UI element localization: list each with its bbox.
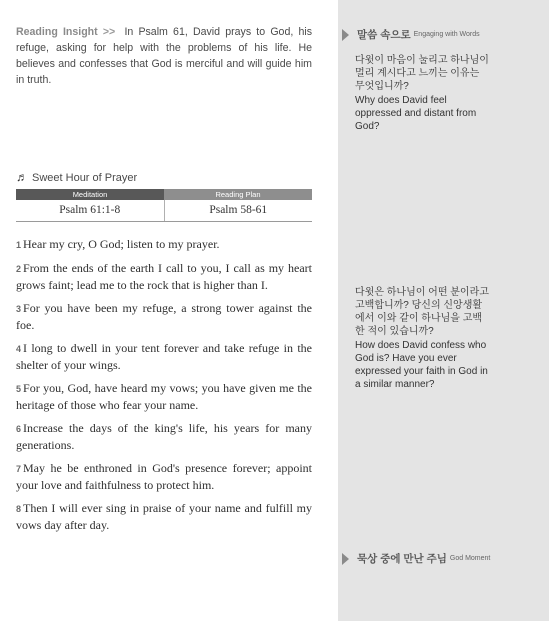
verse-number: 4 [16, 343, 22, 354]
music-note-icon: ♬ [16, 170, 28, 184]
god-moment-heading [342, 551, 490, 566]
question-2 [355, 286, 491, 391]
reading-plan-value: Psalm 58-61 [209, 204, 268, 216]
question-2-en: How does David confess who God is? Have you ever expressed your faith in God in a similar manner? [355, 340, 488, 390]
verse [16, 300, 312, 334]
scripture-passage [16, 236, 312, 540]
verse-number: 2 [16, 263, 22, 274]
hymn-title [16, 170, 137, 184]
reading-insight-text: In Psalm 61, David prays to God, his refuge, asking for help with the problems of his life. He believes and confesses that God is merciful and will guide him in truth. [16, 26, 312, 86]
verse [16, 236, 312, 254]
verse-text: For you, God, have heard my vows; you have given me the heritage of those who fear your name. [16, 380, 312, 412]
reading-plan-row [16, 200, 312, 222]
verse [16, 420, 312, 454]
verse-number: 7 [16, 463, 22, 474]
verse-number: 5 [16, 383, 22, 394]
god-moment-heading-ko: 묵상 중에 만난 주님 [357, 553, 447, 565]
question-1-en: Why does David feel oppressed and distant from God? [355, 95, 477, 132]
verse-number: 3 [16, 303, 22, 314]
reading-insight-label: Reading Insight [16, 26, 98, 38]
double-chevron-icon: >> [102, 26, 116, 38]
verse [16, 460, 312, 494]
verse-text: Increase the days of the king's life, his years for many generations. [16, 420, 312, 452]
engaging-with-words-heading [342, 27, 480, 42]
question-2-ko: 다윗은 하나님이 어떤 분이라고 고백합니까? 당신의 신앙생활에서 이와 같이 하나님을 고백한 적이 있습니까? [355, 287, 489, 337]
verse-text: Then I will ever sing in praise of your name and fulfill my vows day after day. [16, 500, 312, 532]
engaging-heading-en: Engaging with Words [413, 31, 480, 38]
verse-number: 8 [16, 503, 22, 514]
question-1 [355, 54, 491, 133]
god-moment-heading-en: God Moment [449, 555, 491, 562]
reading-plan-header-cell: Reading Plan [164, 189, 312, 200]
verse-text: Hear my cry, O God; listen to my prayer. [23, 237, 220, 251]
reading-plan-header [16, 189, 312, 200]
meditation-value: Psalm 61:1-8 [16, 200, 165, 221]
verse-text: For you have been my refuge, a strong tower against the foe. [16, 300, 312, 332]
verse [16, 380, 312, 414]
hymn-title-text: Sweet Hour of Prayer [32, 172, 138, 184]
engaging-heading-ko: 말씀 속으로 [357, 29, 411, 41]
triangle-right-icon [342, 29, 349, 41]
question-1-ko: 다윗이 마음이 눌리고 하나님이 멀리 계시다고 느끼는 이유는 무엇입니까? [355, 55, 489, 92]
verse-text: May he be enthroned in God's presence forever; appoint your love and faithfulness to protect him. [16, 460, 312, 492]
verse-number: 6 [16, 423, 22, 434]
verse [16, 260, 312, 294]
meditation-header: Meditation [16, 189, 164, 200]
verse [16, 500, 312, 534]
verse-text: From the ends of the earth I call to you, I call as my heart grows faint; lead me to the rock that is higher than I. [16, 260, 312, 292]
reading-plan-table [16, 189, 312, 222]
verse-text: I long to dwell in your tent forever and take refuge in the shelter of your wings. [16, 340, 312, 372]
verse [16, 340, 312, 374]
reading-insight [16, 24, 312, 88]
triangle-right-icon [342, 553, 349, 565]
verse-number: 1 [16, 240, 22, 250]
